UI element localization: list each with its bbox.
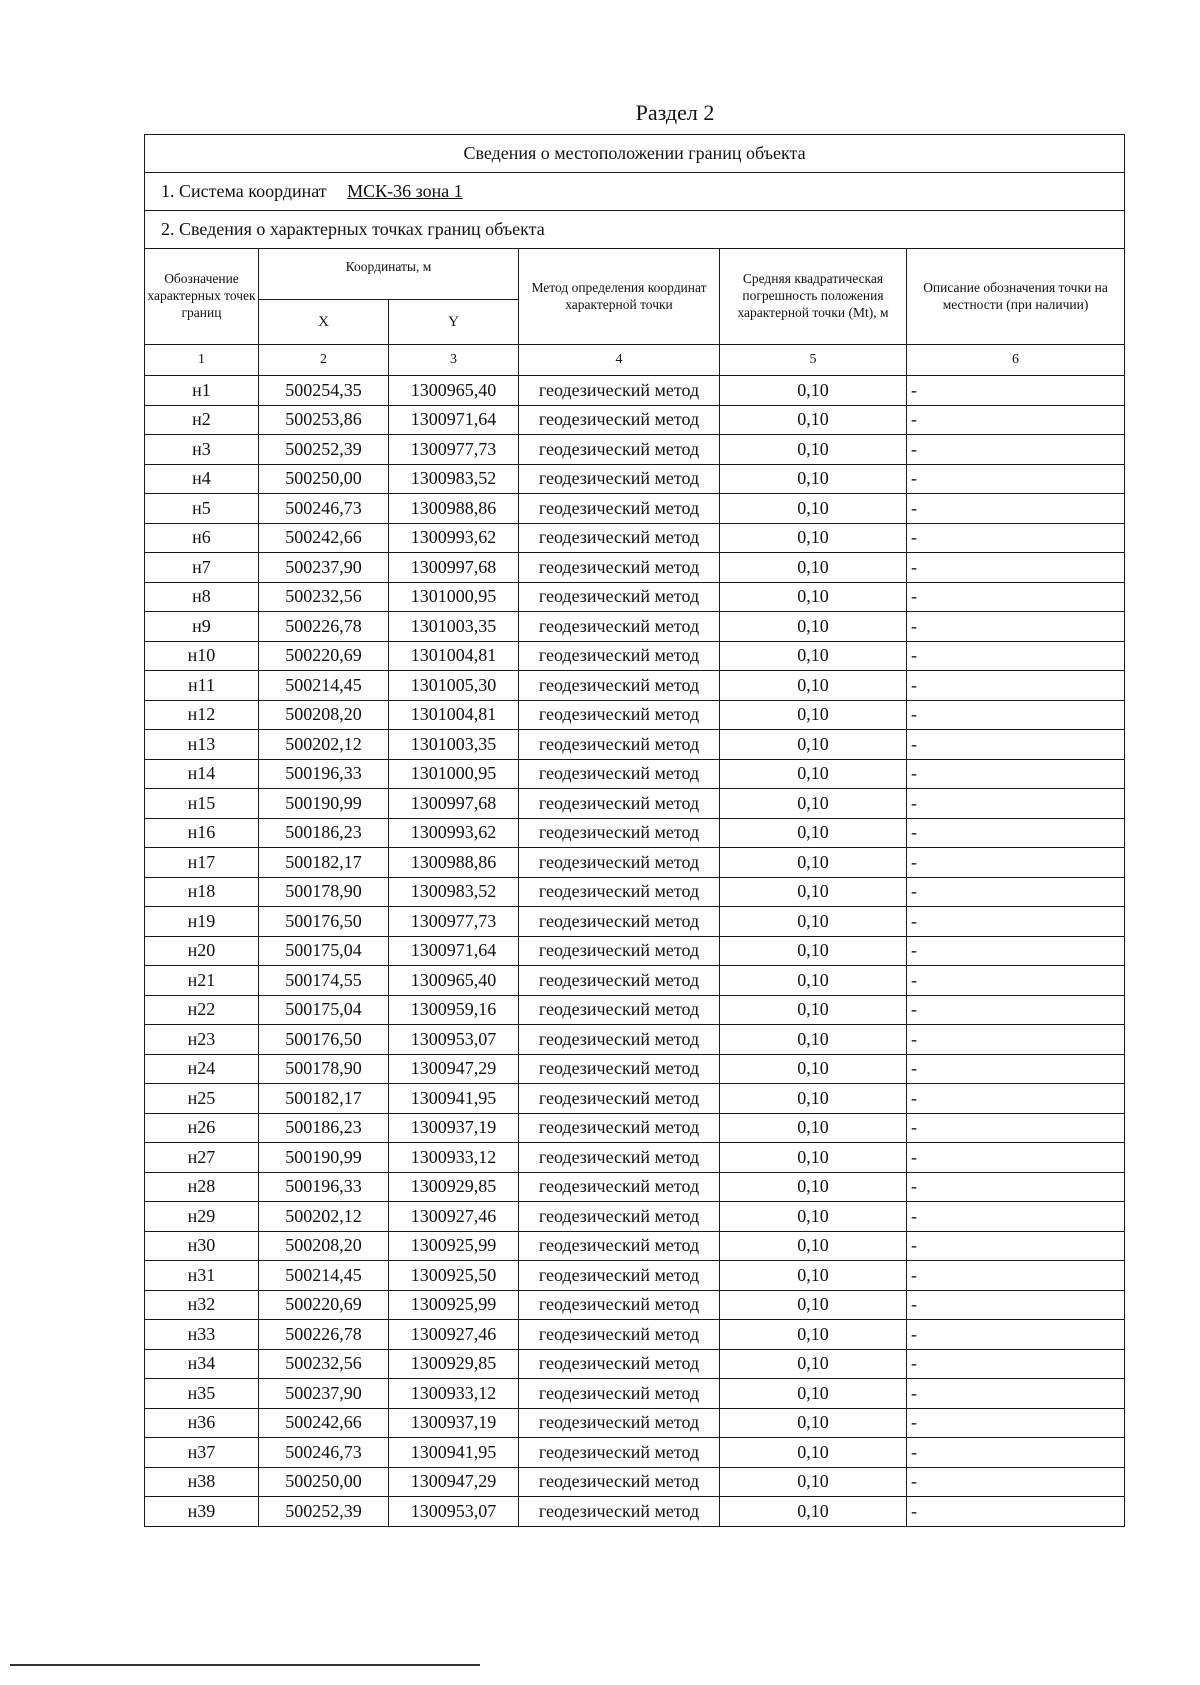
y-coordinate-cell: 1301003,35 [389,612,519,642]
method-cell: геодезический метод [519,1231,720,1261]
method-cell: геодезический метод [519,435,720,465]
point-designation-cell: н13 [145,730,259,760]
y-coordinate-cell: 1300971,64 [389,405,519,435]
method-cell: геодезический метод [519,582,720,612]
point-designation-cell: н30 [145,1231,259,1261]
x-coordinate-cell: 500202,12 [259,730,389,760]
section-title: Раздел 2 [635,100,715,125]
table-row [145,1497,1125,1527]
x-coordinate-cell: 500186,23 [259,1113,389,1143]
x-coordinate-cell: 500220,69 [259,1290,389,1320]
x-coordinate-cell: 500254,35 [259,376,389,406]
y-coordinate-cell: 1301004,81 [389,641,519,671]
point-designation-cell: н18 [145,877,259,907]
x-coordinate-cell: 500208,20 [259,700,389,730]
description-cell: - [907,1379,1125,1409]
method-cell: геодезический метод [519,1438,720,1468]
error-cell: 0,10 [720,435,907,465]
method-cell: геодезический метод [519,789,720,819]
y-coordinate-cell: 1300988,86 [389,494,519,524]
point-designation-cell: н5 [145,494,259,524]
description-cell: - [907,582,1125,612]
x-coordinate-cell: 500226,78 [259,612,389,642]
error-cell: 0,10 [720,907,907,937]
x-coordinate-cell: 500252,39 [259,435,389,465]
table-row [145,376,1125,406]
error-cell: 0,10 [720,818,907,848]
error-cell: 0,10 [720,494,907,524]
table-row [145,759,1125,789]
x-coordinate-cell: 500237,90 [259,553,389,583]
description-cell: - [907,966,1125,996]
description-cell: - [907,1320,1125,1350]
error-cell: 0,10 [720,1349,907,1379]
description-cell: - [907,464,1125,494]
col-header-description: Описание обозначения точки на местности (при наличии) [907,249,1125,345]
error-cell: 0,10 [720,553,907,583]
y-coordinate-cell: 1300988,86 [389,848,519,878]
error-cell: 0,10 [720,1084,907,1114]
description-cell: - [907,1497,1125,1527]
points-band-row [145,211,1125,249]
description-cell: - [907,523,1125,553]
description-cell: - [907,641,1125,671]
error-cell: 0,10 [720,1379,907,1409]
point-designation-cell: н28 [145,1172,259,1202]
table-row [145,1143,1125,1173]
description-cell: - [907,1290,1125,1320]
y-coordinate-cell: 1300965,40 [389,376,519,406]
column-number: 3 [389,345,519,376]
description-cell: - [907,612,1125,642]
method-cell: геодезический метод [519,1349,720,1379]
error-cell: 0,10 [720,877,907,907]
point-designation-cell: н14 [145,759,259,789]
method-cell: геодезический метод [519,1261,720,1291]
description-cell: - [907,730,1125,760]
description-cell: - [907,405,1125,435]
x-coordinate-cell: 500190,99 [259,789,389,819]
y-coordinate-cell: 1301003,35 [389,730,519,760]
point-designation-cell: н11 [145,671,259,701]
point-designation-cell: н22 [145,995,259,1025]
y-coordinate-cell: 1300937,19 [389,1408,519,1438]
description-cell: - [907,494,1125,524]
point-designation-cell: н4 [145,464,259,494]
error-cell: 0,10 [720,1172,907,1202]
col-header-method: Метод определения координат характерной точки [519,249,720,345]
column-number: 1 [145,345,259,376]
table-row [145,936,1125,966]
method-cell: геодезический метод [519,848,720,878]
x-coordinate-cell: 500242,66 [259,523,389,553]
method-cell: геодезический метод [519,759,720,789]
error-cell: 0,10 [720,582,907,612]
table-row [145,1320,1125,1350]
error-cell: 0,10 [720,1467,907,1497]
coord-system-row [145,173,1125,211]
y-coordinate-cell: 1300993,62 [389,523,519,553]
description-cell: - [907,1172,1125,1202]
table-row [145,671,1125,701]
description-cell: - [907,1349,1125,1379]
y-coordinate-cell: 1300947,29 [389,1054,519,1084]
x-coordinate-cell: 500196,33 [259,759,389,789]
header-band-row [145,135,1125,173]
y-coordinate-cell: 1300947,29 [389,1467,519,1497]
error-cell: 0,10 [720,1261,907,1291]
point-designation-cell: н35 [145,1379,259,1409]
point-designation-cell: н3 [145,435,259,465]
table-row [145,1172,1125,1202]
y-coordinate-cell: 1300977,73 [389,907,519,937]
x-coordinate-cell: 500250,00 [259,1467,389,1497]
table-row [145,1379,1125,1409]
col-header-y: Y [389,300,519,345]
point-designation-cell: н20 [145,936,259,966]
error-cell: 0,10 [720,936,907,966]
point-designation-cell: н31 [145,1261,259,1291]
x-coordinate-cell: 500220,69 [259,641,389,671]
method-cell: геодезический метод [519,1467,720,1497]
y-coordinate-cell: 1301000,95 [389,582,519,612]
y-coordinate-cell: 1300971,64 [389,936,519,966]
point-designation-cell: н21 [145,966,259,996]
y-coordinate-cell: 1300983,52 [389,877,519,907]
y-coordinate-cell: 1300993,62 [389,818,519,848]
table-row [145,907,1125,937]
method-cell: геодезический метод [519,995,720,1025]
point-designation-cell: н9 [145,612,259,642]
description-cell: - [907,877,1125,907]
description-cell: - [907,1054,1125,1084]
y-coordinate-cell: 1300997,68 [389,789,519,819]
table-row [145,1202,1125,1232]
x-coordinate-cell: 500237,90 [259,1379,389,1409]
point-designation-cell: н1 [145,376,259,406]
error-cell: 0,10 [720,1290,907,1320]
y-coordinate-cell: 1300927,46 [389,1202,519,1232]
x-coordinate-cell: 500175,04 [259,936,389,966]
error-cell: 0,10 [720,1408,907,1438]
error-cell: 0,10 [720,789,907,819]
table-row [145,789,1125,819]
description-cell: - [907,1438,1125,1468]
description-cell: - [907,1261,1125,1291]
table-row [145,995,1125,1025]
method-cell: геодезический метод [519,641,720,671]
table-row [145,1467,1125,1497]
table-row [145,730,1125,760]
method-cell: геодезический метод [519,907,720,937]
y-coordinate-cell: 1300953,07 [389,1497,519,1527]
error-cell: 0,10 [720,730,907,760]
table-row [145,464,1125,494]
col-header-designation: Обозначение характерных точек границ [145,249,259,345]
method-cell: геодезический метод [519,464,720,494]
method-cell: геодезический метод [519,818,720,848]
coord-system-label: 1. Система координат [161,181,327,201]
method-cell: геодезический метод [519,1379,720,1409]
error-cell: 0,10 [720,1113,907,1143]
point-designation-cell: н17 [145,848,259,878]
y-coordinate-cell: 1300977,73 [389,435,519,465]
x-coordinate-cell: 500246,73 [259,1438,389,1468]
description-cell: - [907,1113,1125,1143]
error-cell: 0,10 [720,464,907,494]
point-designation-cell: н6 [145,523,259,553]
error-cell: 0,10 [720,612,907,642]
description-cell: - [907,818,1125,848]
method-cell: геодезический метод [519,1084,720,1114]
header-band: Сведения о местоположении границ объекта [145,135,1125,173]
y-coordinate-cell: 1301005,30 [389,671,519,701]
x-coordinate-cell: 500175,04 [259,995,389,1025]
y-coordinate-cell: 1300965,40 [389,966,519,996]
method-cell: геодезический метод [519,877,720,907]
x-coordinate-cell: 500178,90 [259,1054,389,1084]
point-designation-cell: н26 [145,1113,259,1143]
col-header-x: X [259,300,389,345]
x-coordinate-cell: 500226,78 [259,1320,389,1350]
y-coordinate-cell: 1300929,85 [389,1349,519,1379]
table-row [145,877,1125,907]
method-cell: геодезический метод [519,1143,720,1173]
point-designation-cell: н23 [145,1025,259,1055]
method-cell: геодезический метод [519,966,720,996]
x-coordinate-cell: 500214,45 [259,671,389,701]
coord-system-value: МСК-36 зона 1 [347,181,463,201]
method-cell: геодезический метод [519,1202,720,1232]
y-coordinate-cell: 1300959,16 [389,995,519,1025]
method-cell: геодезический метод [519,1054,720,1084]
error-cell: 0,10 [720,1438,907,1468]
table-row [145,1054,1125,1084]
error-cell: 0,10 [720,405,907,435]
table-row [145,1113,1125,1143]
table-row [145,494,1125,524]
method-cell: геодезический метод [519,1408,720,1438]
error-cell: 0,10 [720,700,907,730]
column-number: 2 [259,345,389,376]
method-cell: геодезический метод [519,405,720,435]
method-cell: геодезический метод [519,700,720,730]
x-coordinate-cell: 500246,73 [259,494,389,524]
y-coordinate-cell: 1300925,99 [389,1231,519,1261]
description-cell: - [907,1025,1125,1055]
description-cell: - [907,936,1125,966]
table-row [145,818,1125,848]
table-row [145,700,1125,730]
x-coordinate-cell: 500232,56 [259,1349,389,1379]
x-coordinate-cell: 500250,00 [259,464,389,494]
point-designation-cell: н7 [145,553,259,583]
x-coordinate-cell: 500178,90 [259,877,389,907]
description-cell: - [907,376,1125,406]
table-row [145,1231,1125,1261]
point-designation-cell: н39 [145,1497,259,1527]
point-designation-cell: н2 [145,405,259,435]
description-cell: - [907,1231,1125,1261]
description-cell: - [907,553,1125,583]
table-row [145,1261,1125,1291]
y-coordinate-cell: 1300933,12 [389,1379,519,1409]
error-cell: 0,10 [720,1054,907,1084]
description-cell: - [907,1084,1125,1114]
column-number-row [145,345,1125,376]
point-designation-cell: н10 [145,641,259,671]
x-coordinate-cell: 500176,50 [259,1025,389,1055]
points-band: 2. Сведения о характерных точках границ объекта [145,211,1125,249]
method-cell: геодезический метод [519,730,720,760]
method-cell: геодезический метод [519,494,720,524]
error-cell: 0,10 [720,759,907,789]
description-cell: - [907,789,1125,819]
point-designation-cell: н15 [145,789,259,819]
table-row [145,435,1125,465]
method-cell: геодезический метод [519,1113,720,1143]
method-cell: геодезический метод [519,671,720,701]
table-row [145,612,1125,642]
error-cell: 0,10 [720,641,907,671]
point-designation-cell: н24 [145,1054,259,1084]
method-cell: геодезический метод [519,1025,720,1055]
point-designation-cell: н37 [145,1438,259,1468]
y-coordinate-cell: 1300953,07 [389,1025,519,1055]
method-cell: геодезический метод [519,612,720,642]
method-cell: геодезический метод [519,936,720,966]
point-designation-cell: н27 [145,1143,259,1173]
method-cell: геодезический метод [519,1320,720,1350]
y-coordinate-cell: 1300929,85 [389,1172,519,1202]
point-designation-cell: н38 [145,1467,259,1497]
table-row [145,1084,1125,1114]
error-cell: 0,10 [720,1143,907,1173]
boundary-points-table [144,134,1125,1527]
x-coordinate-cell: 500186,23 [259,818,389,848]
method-cell: геодезический метод [519,553,720,583]
coord-system-cell [145,173,1125,211]
method-cell: геодезический метод [519,1172,720,1202]
y-coordinate-cell: 1300941,95 [389,1438,519,1468]
table-row [145,1025,1125,1055]
x-coordinate-cell: 500190,99 [259,1143,389,1173]
point-designation-cell: н36 [145,1408,259,1438]
point-designation-cell: н19 [145,907,259,937]
x-coordinate-cell: 500174,55 [259,966,389,996]
x-coordinate-cell: 500196,33 [259,1172,389,1202]
x-coordinate-cell: 500252,39 [259,1497,389,1527]
x-coordinate-cell: 500208,20 [259,1231,389,1261]
description-cell: - [907,435,1125,465]
description-cell: - [907,759,1125,789]
column-header-row [145,249,1125,300]
point-designation-cell: н29 [145,1202,259,1232]
description-cell: - [907,848,1125,878]
x-coordinate-cell: 500182,17 [259,848,389,878]
point-designation-cell: н33 [145,1320,259,1350]
point-designation-cell: н12 [145,700,259,730]
y-coordinate-cell: 1301000,95 [389,759,519,789]
table-row [145,1349,1125,1379]
table-row [145,641,1125,671]
y-coordinate-cell: 1300997,68 [389,553,519,583]
y-coordinate-cell: 1300983,52 [389,464,519,494]
description-cell: - [907,1202,1125,1232]
col-header-error: Средняя квадратическая погрешность положения характерной точки (Mt), м [720,249,907,345]
point-designation-cell: н16 [145,818,259,848]
table-row [145,405,1125,435]
point-designation-cell: н8 [145,582,259,612]
table-row [145,1408,1125,1438]
y-coordinate-cell: 1301004,81 [389,700,519,730]
error-cell: 0,10 [720,848,907,878]
description-cell: - [907,700,1125,730]
method-cell: геодезический метод [519,376,720,406]
error-cell: 0,10 [720,1320,907,1350]
error-cell: 0,10 [720,1202,907,1232]
column-number: 5 [720,345,907,376]
method-cell: геодезический метод [519,1290,720,1320]
method-cell: геодезический метод [519,523,720,553]
x-coordinate-cell: 500182,17 [259,1084,389,1114]
description-cell: - [907,671,1125,701]
footer-rule [10,1664,480,1666]
point-designation-cell: н32 [145,1290,259,1320]
error-cell: 0,10 [720,1025,907,1055]
description-cell: - [907,907,1125,937]
error-cell: 0,10 [720,1497,907,1527]
description-cell: - [907,1143,1125,1173]
error-cell: 0,10 [720,523,907,553]
x-coordinate-cell: 500214,45 [259,1261,389,1291]
column-number: 6 [907,345,1125,376]
col-header-coords: Координаты, м [259,249,519,300]
y-coordinate-cell: 1300925,99 [389,1290,519,1320]
error-cell: 0,10 [720,671,907,701]
table-row [145,1290,1125,1320]
point-designation-cell: н34 [145,1349,259,1379]
table-row [145,582,1125,612]
method-cell: геодезический метод [519,1497,720,1527]
description-cell: - [907,995,1125,1025]
description-cell: - [907,1408,1125,1438]
error-cell: 0,10 [720,995,907,1025]
x-coordinate-cell: 500202,12 [259,1202,389,1232]
point-designation-cell: н25 [145,1084,259,1114]
table-row [145,848,1125,878]
y-coordinate-cell: 1300925,50 [389,1261,519,1291]
x-coordinate-cell: 500242,66 [259,1408,389,1438]
y-coordinate-cell: 1300927,46 [389,1320,519,1350]
y-coordinate-cell: 1300941,95 [389,1084,519,1114]
y-coordinate-cell: 1300937,19 [389,1113,519,1143]
y-coordinate-cell: 1300933,12 [389,1143,519,1173]
column-number: 4 [519,345,720,376]
error-cell: 0,10 [720,376,907,406]
x-coordinate-cell: 500253,86 [259,405,389,435]
error-cell: 0,10 [720,1231,907,1261]
x-coordinate-cell: 500176,50 [259,907,389,937]
table-row [145,523,1125,553]
x-coordinate-cell: 500232,56 [259,582,389,612]
table-row [145,553,1125,583]
error-cell: 0,10 [720,966,907,996]
table-row [145,1438,1125,1468]
description-cell: - [907,1467,1125,1497]
table-row [145,966,1125,996]
